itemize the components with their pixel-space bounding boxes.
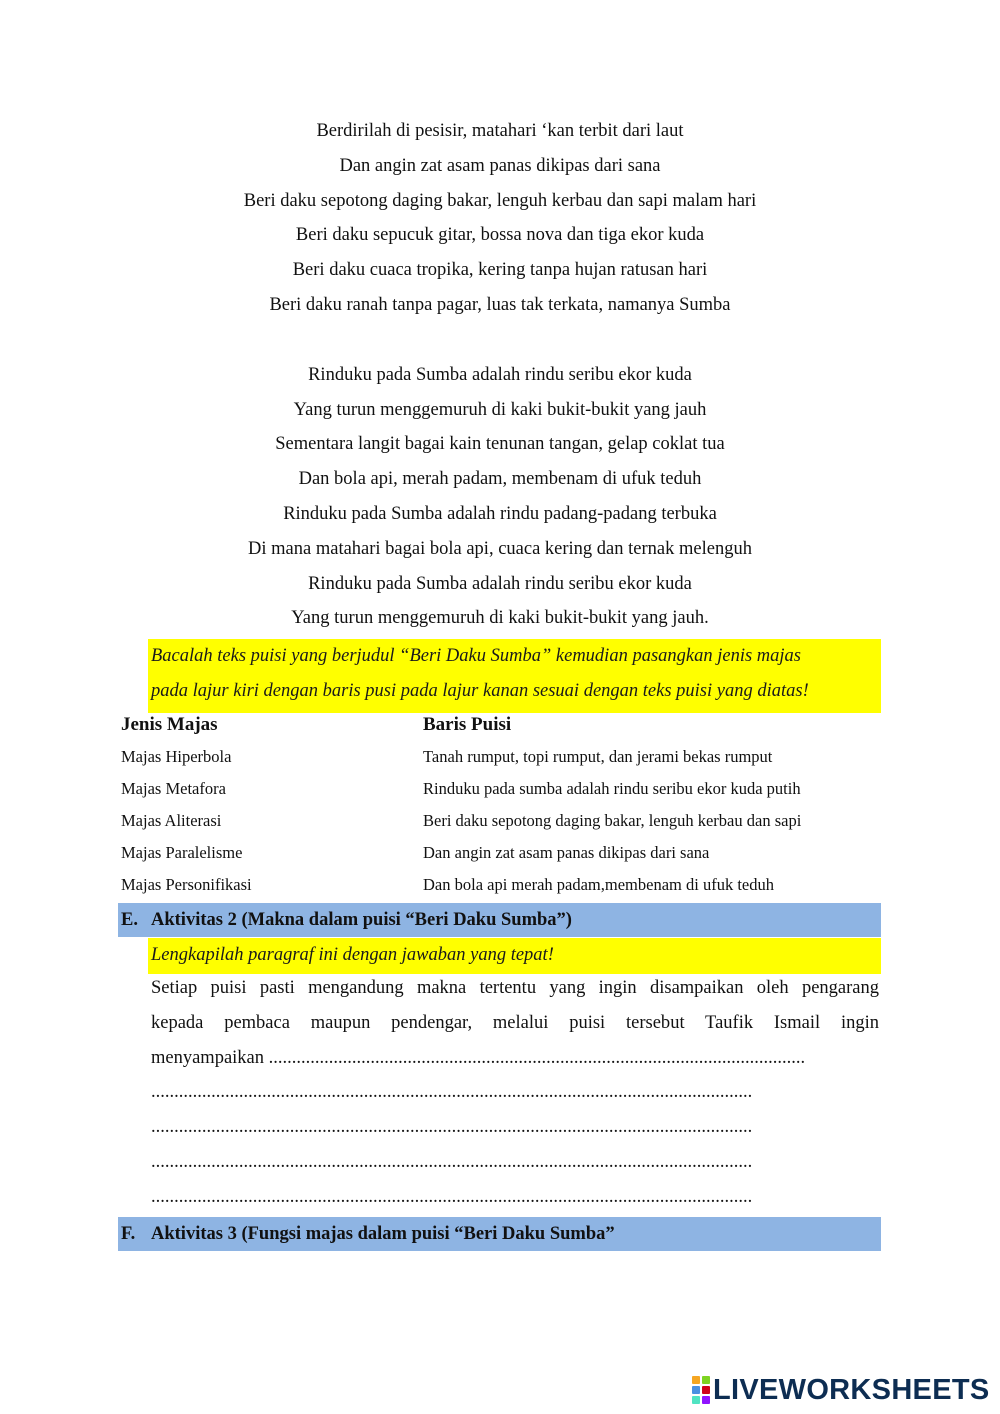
poem-line: Rinduku pada Sumba adalah rindu padang-padang terbuka <box>283 503 717 524</box>
baris-item[interactable]: Tanah rumput, topi rumput, dan jerami bekas rumput <box>423 747 773 766</box>
table-row <box>121 773 881 805</box>
poem-line: Yang turun menggemuruh di kaki bukit-bukit yang jauh <box>293 399 707 420</box>
logo-icon <box>692 1376 710 1404</box>
logo-square <box>702 1396 710 1404</box>
paragraph-line: Setiap puisi pasti mengandung makna tertentu yang ingin disampaikan oleh pengarang <box>151 978 879 998</box>
logo-square <box>702 1386 710 1394</box>
poem <box>0 114 1000 636</box>
matching-table <box>121 709 881 901</box>
poem-line: Berdirilah di pesisir, matahari ‘kan terbit dari laut <box>316 121 684 141</box>
section-title: Aktivitas 2 (Makna dalam puisi “Beri Daku Sumba”) <box>151 910 572 930</box>
logo-square <box>692 1376 700 1384</box>
table-header <box>121 709 881 741</box>
majas-item[interactable]: Majas Personifikasi <box>121 875 252 894</box>
majas-item[interactable]: Majas Hiperbola <box>121 747 232 766</box>
paragraph-line: kepada pembaca maupun pendengar, melalui puisi tersebut Taufik Ismail ingin <box>151 1012 879 1033</box>
poem-line: Dan bola api, merah padam, membenam di ufuk teduh <box>298 469 702 490</box>
table-row <box>121 805 881 837</box>
poem-line: Beri daku sepucuk gitar, bossa nova dan tiga ekor kuda <box>295 225 705 246</box>
poem-line: Sementara langit bagai kain tenunan tangan, gelap coklat tua <box>275 434 725 455</box>
majas-item[interactable]: Majas Metafora <box>121 779 226 798</box>
logo-square <box>692 1396 700 1404</box>
instruction-matching <box>148 639 881 713</box>
answer-blank-line[interactable]: .................................................................................................................................. <box>151 1151 753 1172</box>
section-f-header <box>118 1217 881 1251</box>
baris-item[interactable]: Rinduku pada sumba adalah rindu seribu ekor kuda putih <box>423 779 801 798</box>
section-letter: F. <box>121 1224 136 1244</box>
logo-text: LIVEWORKSHEETS <box>713 1373 990 1406</box>
table-row <box>121 837 881 869</box>
instruction-line: Bacalah teks puisi yang berjudul “Beri Daku Sumba” kemudian pasangkan jenis majas <box>151 646 802 666</box>
baris-item[interactable]: Dan bola api merah padam,membenam di ufuk teduh <box>423 875 774 894</box>
section-letter: E. <box>121 910 138 930</box>
poem-line: Di mana matahari bagai bola api, cuaca kering dan ternak melenguh <box>248 538 752 559</box>
majas-item[interactable]: Majas Paralelisme <box>121 843 243 862</box>
table-row <box>121 741 881 773</box>
header-jenis-majas: Jenis Majas <box>121 714 218 735</box>
section-title: Aktivitas 3 (Fungsi majas dalam puisi “Beri Daku Sumba” <box>151 1224 615 1244</box>
majas-item[interactable]: Majas Aliterasi <box>121 811 222 830</box>
section-e-header <box>118 903 881 937</box>
answer-blank-line[interactable]: menyampaikan .................................................................................................................... <box>151 1047 806 1068</box>
logo-square <box>702 1376 710 1384</box>
stanza-gap <box>0 323 1000 358</box>
liveworksheets-logo <box>692 1372 990 1408</box>
poem-line: Rinduku pada Sumba adalah rindu seribu ekor kuda <box>308 364 692 385</box>
answer-blank-line[interactable]: .................................................................................................................................. <box>151 1117 753 1138</box>
instruction-paragraph: Lengkapilah paragraf ini dengan jawaban yang tepat! <box>148 938 881 974</box>
poem-line: Rinduku pada Sumba adalah rindu seribu ekor kuda <box>308 573 692 594</box>
answer-paragraph <box>151 971 879 1215</box>
poem-line: Dan angin zat asam panas dikipas dari sana <box>339 155 661 176</box>
header-baris-puisi: Baris Puisi <box>423 714 512 735</box>
poem-line: Yang turun menggemuruh di kaki bukit-bukit yang jauh. <box>291 608 709 629</box>
poem-line: Beri daku sepotong daging bakar, lenguh kerbau dan sapi malam hari <box>243 190 757 211</box>
poem-line: Beri daku ranah tanpa pagar, luas tak terkata, namanya Sumba <box>269 294 731 315</box>
baris-item[interactable]: Beri daku sepotong daging bakar, lenguh kerbau dan sapi <box>423 811 802 830</box>
baris-item[interactable]: Dan angin zat asam panas dikipas dari sana <box>423 843 710 862</box>
answer-blank-line[interactable]: .................................................................................................................................. <box>151 1082 753 1103</box>
logo-square <box>692 1386 700 1394</box>
answer-blank-line[interactable]: .................................................................................................................................. <box>151 1186 753 1207</box>
instruction-line: pada lajur kiri dengan baris pusi pada lajur kanan sesuai dengan teks puisi yang diatas! <box>151 681 809 701</box>
table-row <box>121 869 881 901</box>
poem-line: Beri daku cuaca tropika, kering tanpa hujan ratusan hari <box>292 260 708 281</box>
